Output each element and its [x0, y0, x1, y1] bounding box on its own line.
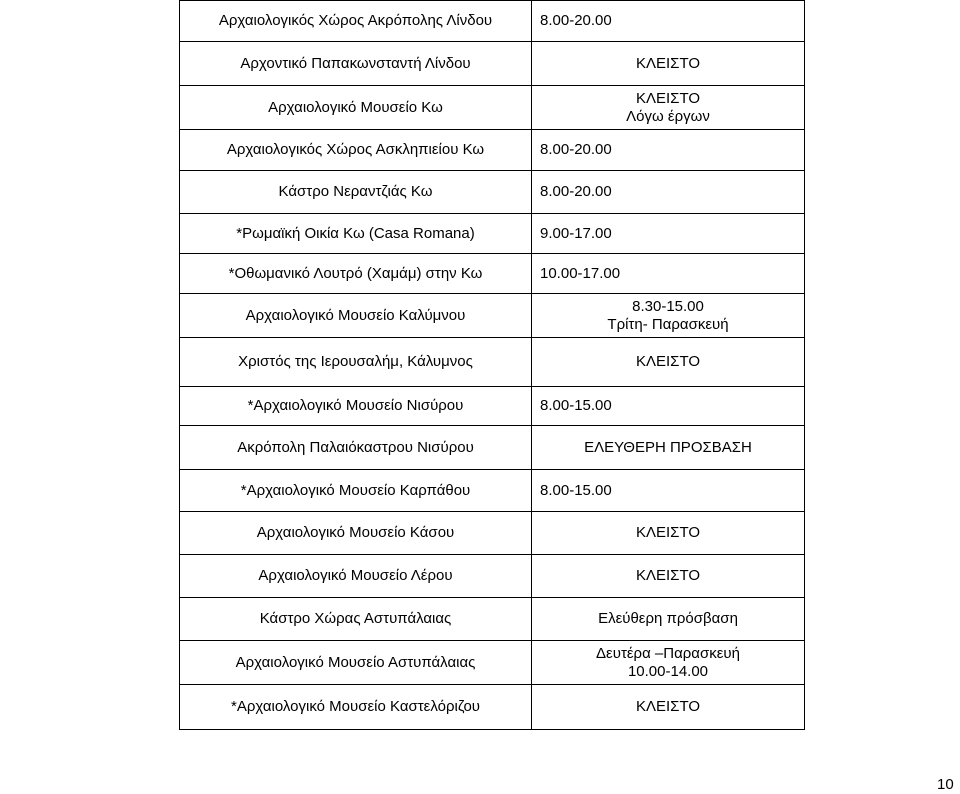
opening-hours-cell: [532, 470, 805, 512]
site-name-cell: Αρχαιολογικός Χώρος Ακρόπολης Λίνδου: [180, 1, 532, 42]
site-name-cell: Αρχαιολογικό Μουσείο Κω: [180, 86, 532, 130]
table-row: [180, 214, 805, 254]
hours-line: 8.00-20.00: [540, 183, 612, 200]
site-name-cell: Κάστρο Χώρας Αστυπάλαιας: [180, 598, 532, 641]
hours-line: ΚΛΕΙΣΤΟ: [635, 54, 701, 72]
opening-hours-cell: [532, 1, 805, 42]
opening-hours-cell: [532, 42, 805, 86]
table-row: [180, 426, 805, 470]
table-row: [180, 387, 805, 426]
opening-hours-cell: [532, 86, 805, 130]
table-row: [180, 598, 805, 641]
site-name-cell: Αρχαιολογικό Μουσείο Καλύμνου: [180, 294, 532, 338]
opening-hours-cell: [532, 555, 805, 598]
hours-line: Λόγω έργων: [626, 107, 710, 125]
site-name-cell: Αρχοντικό Παπακωνσταντή Λίνδου: [180, 42, 532, 86]
hours-line: ΚΛΕΙΣΤΟ: [635, 89, 701, 107]
table-row: [180, 641, 805, 685]
opening-hours-cell: [532, 214, 805, 254]
opening-hours-cell: [532, 641, 805, 685]
site-name-cell: *Ρωμαϊκή Οικία Κω (Casa Romana): [180, 214, 532, 254]
opening-hours-cell: [532, 130, 805, 171]
hours-line: Ελεύθερη πρόσβαση: [598, 610, 738, 627]
hours-line: 10.00-17.00: [540, 264, 621, 282]
table-row: [180, 338, 805, 387]
site-name-cell: Ακρόπολη Παλαιόκαστρου Νισύρου: [180, 426, 532, 470]
site-name-cell: *Αρχαιολογικό Μουσείο Καρπάθου: [180, 470, 532, 512]
hours-line: ΕΛΕΥΘΕΡΗ ΠΡΟΣΒΑΣΗ: [584, 438, 752, 456]
site-name-cell: *Αρχαιολογικό Μουσείο Καστελόριζου: [180, 685, 532, 730]
table-row: [180, 254, 805, 294]
hours-line: Τρίτη- Παρασκευή: [607, 315, 729, 333]
hours-line: 8.00-20.00: [540, 12, 612, 29]
opening-hours-cell: [532, 294, 805, 338]
site-name-cell: Αρχαιολογικό Μουσείο Λέρου: [180, 555, 532, 598]
hours-line: 10.00-14.00: [627, 662, 709, 680]
opening-hours-cell: [532, 512, 805, 555]
site-name-cell: Αρχαιολογικό Μουσείο Αστυπάλαιας: [180, 641, 532, 685]
table-body: [180, 1, 805, 730]
hours-line: Δευτέρα –Παρασκευή: [596, 644, 740, 662]
table-row: [180, 130, 805, 171]
table-row: [180, 470, 805, 512]
table-row: [180, 86, 805, 130]
site-name-cell: *Οθωμανικό Λουτρό (Χαμάμ) στην Κω: [180, 254, 532, 294]
hours-line: 9.00-17.00: [540, 224, 612, 242]
hours-line: ΚΛΕΙΣΤΟ: [635, 567, 701, 584]
site-name-cell: *Αρχαιολογικό Μουσείο Νισύρου: [180, 387, 532, 426]
hours-line: ΚΛΕΙΣΤΟ: [635, 524, 701, 541]
table-row: [180, 555, 805, 598]
hours-line: ΚΛΕΙΣΤΟ: [635, 698, 701, 715]
table-row: [180, 294, 805, 338]
opening-hours-cell: [532, 171, 805, 214]
table-row: [180, 171, 805, 214]
opening-hours-cell: [532, 254, 805, 294]
opening-hours-cell: [532, 338, 805, 387]
site-name-cell: Αρχαιολογικό Μουσείο Κάσου: [180, 512, 532, 555]
hours-line: 8.00-15.00: [540, 397, 612, 414]
opening-hours-cell: [532, 426, 805, 470]
opening-hours-cell: [532, 598, 805, 641]
opening-hours-cell: [532, 387, 805, 426]
opening-hours-table: [179, 0, 805, 730]
hours-line: 8.00-15.00: [540, 481, 612, 499]
table-row: [180, 1, 805, 42]
table-row: [180, 512, 805, 555]
table-row: [180, 42, 805, 86]
opening-hours-cell: [532, 685, 805, 730]
site-name-cell: Κάστρο Νεραντζιάς Κω: [180, 171, 532, 214]
site-name-cell: Αρχαιολογικός Χώρος Ασκληπιείου Κω: [180, 130, 532, 171]
hours-line: 8.30-15.00: [632, 297, 704, 315]
hours-line: ΚΛΕΙΣΤΟ: [635, 353, 701, 370]
site-name-cell: Χριστός της Ιερουσαλήμ, Κάλυμνος: [180, 338, 532, 387]
hours-line: 8.00-20.00: [540, 141, 612, 158]
page-number: 10: [937, 776, 954, 793]
table-row: [180, 685, 805, 730]
